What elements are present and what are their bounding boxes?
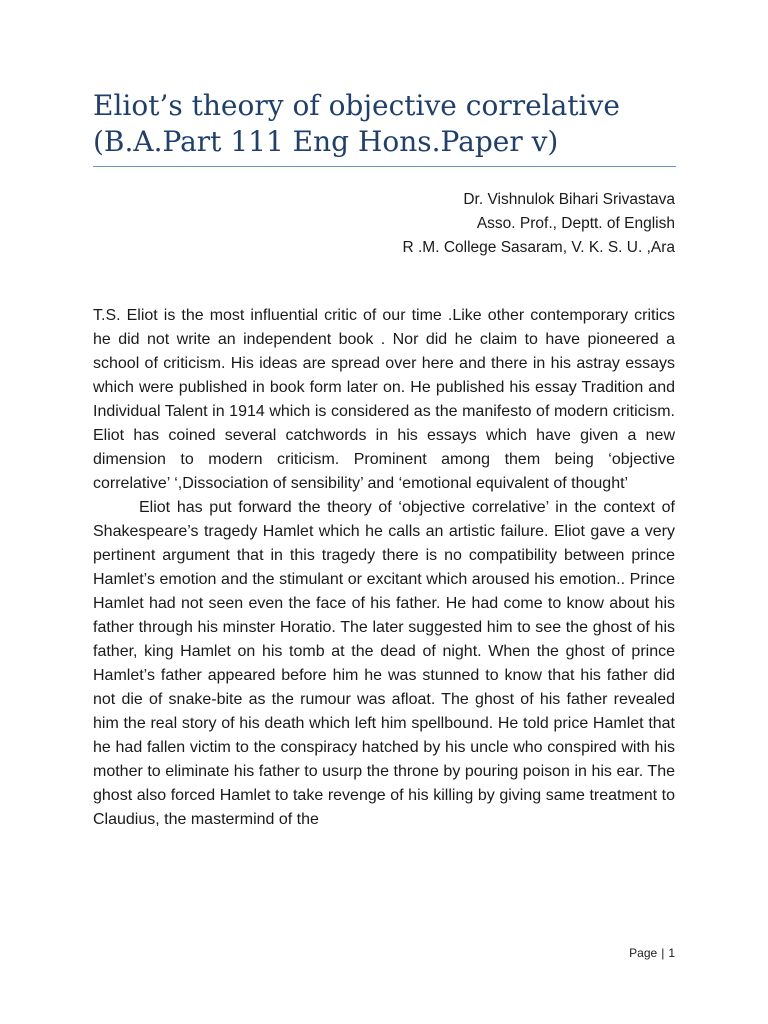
page-separator: | xyxy=(661,946,665,960)
author-position: Asso. Prof., Deptt. of English xyxy=(476,215,675,232)
paragraph-1: T.S. Eliot is the most influential critic of our time .Like other contemporary critics he did not write an independent book . Nor did he claim to have pioneered a school of criticism. His ideas are spread over here and there in his astray essays which were published in book form later on. He published his essay Tradition and Individual Talent in 1914 which is considered as the manifesto of modern criticism. Eliot has coined several catchwords in his essays which have given a new dimension to modern criticism. Prominent among them being ‘objective correlative’ ‘,Dissociation of sensibility’ and ‘emotional equivalent of thought’ xyxy=(93,307,675,492)
document-title xyxy=(93,88,683,160)
paragraph-2: Eliot has put forward the theory of ‘objective correlative’ in the context of Shakespeare’s tragedy Hamlet which he calls an artistic failure. Eliot gave a very pertinent argument that in this tragedy there is no compatibility between prince Hamlet’s emotion and the stimulant or excitant which aroused his emotion.. Prince Hamlet had not seen even the face of his father. He had come to know about his father through his minster Horatio. The later suggested him to see the ghost of his father, king Hamlet on his tomb at the dead of night. When the ghost of prince Hamlet’s father appeared before him he was stunned to know that his father did not die of snake-bite as the rumour was afloat. The ghost of his father revealed him the real story of his death which left him spellbound. He told price Hamlet that he had fallen victim to the conspiracy hatched by his uncle who conspired with his mother to eliminate his father to usurp the throne by pouring poison in his ear. The ghost also forced Hamlet to take revenge of his killing by giving same treatment to Claudius, the mastermind of the xyxy=(93,499,675,828)
page-label: Page xyxy=(629,946,658,960)
author-name: Dr. Vishnulok Bihari Srivastava xyxy=(463,191,675,208)
title-line-1: Eliot’s theory of objective correlative xyxy=(93,89,620,122)
page-footer xyxy=(629,945,675,961)
title-divider xyxy=(93,166,676,167)
body-text xyxy=(93,304,675,832)
author-block xyxy=(175,188,675,260)
page-number: 1 xyxy=(668,946,675,960)
title-line-2: (B.A.Part 111 Eng Hons.Paper v) xyxy=(93,125,559,158)
author-institution: R .M. College Sasaram, V. K. S. U. ,Ara xyxy=(402,239,675,256)
